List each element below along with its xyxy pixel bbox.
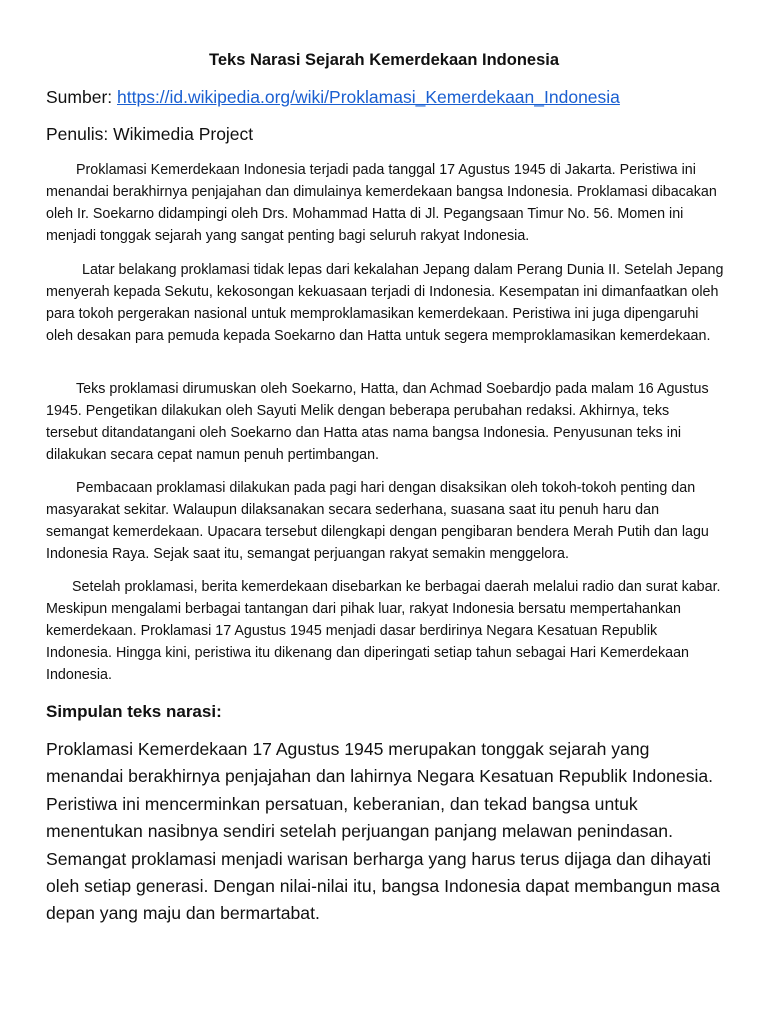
author-line: Penulis: Wikimedia Project xyxy=(46,124,254,144)
source-link[interactable]: https://id.wikipedia.org/wiki/Proklamasi_Kemerdekaan_Indonesia xyxy=(117,87,620,107)
paragraph-4: Pembacaan proklamasi dilakukan pada pagi hari dengan disaksikan oleh tokoh-tokoh penting dan masyarakat sekitar. Walaupun dilaksanakan secara sederhana, suasana saat itu penuh haru dan semangat kemerdekaan. Upacara tersebut dilengkapi dengan pengibaran bendera Merah Putih dan lagu Indonesia Raya. Sejak saat itu, semangat perjuangan rakyat semakin menggelora. xyxy=(46,480,709,562)
paragraph-3: Teks proklamasi dirumuskan oleh Soekarno, Hatta, dan Achmad Soebardjo pada malam 16 Agustus 1945. Pengetikan dilakukan oleh Sayuti Melik dengan beberapa perubahan redaksi. Akhirnya, teks tersebut ditandatangani oleh Soekarno dan Hatta atas nama bangsa Indonesia. Penyusunan teks ini dilakukan secara cepat namun penuh pertimbangan. xyxy=(46,381,709,463)
source-label: Sumber: xyxy=(46,87,117,107)
paragraph-1: Proklamasi Kemerdekaan Indonesia terjadi pada tanggal 17 Agustus 1945 di Jakarta. Peristiwa ini menandai berakhirnya penjajahan dan dimulainya kemerdekaan bangsa Indonesia. Proklamasi dibacakan oleh Ir. Soekarno didampingi oleh Drs. Mohammad Hatta di Jl. Pegangsaan Timur No. 56. Momen ini menjadi tonggak sejarah yang sangat penting bagi seluruh rakyat Indonesia. xyxy=(46,162,717,244)
document-title: Teks Narasi Sejarah Kemerdekaan Indonesia xyxy=(208,51,560,69)
summary-paragraph: Proklamasi Kemerdekaan 17 Agustus 1945 merupakan tonggak sejarah yang menandai berakhirnya penjajahan dan lahirnya Negara Kesatuan Republik Indonesia. Peristiwa ini mencerminkan persatuan, keberanian, dan tekad bangsa untuk menentukan nasibnya sendiri setelah perjuangan panjang melawan penindasan. Semangat proklamasi menjadi warisan berharga yang harus terus dijaga dan dihayati oleh setiap generasi. Dengan nilai-nilai itu, bangsa Indonesia dapat membangun masa depan yang maju dan bermartabat. xyxy=(46,739,720,924)
paragraph-5: Setelah proklamasi, berita kemerdekaan disebarkan ke berbagai daerah melalui radio dan surat kabar. Meskipun mengalami berbagai tantangan dari pihak luar, rakyat Indonesia bersatu mempertahankan kemerdekaan. Proklamasi 17 Agustus 1945 menjadi dasar berdirinya Negara Kesatuan Republik Indonesia. Hingga kini, peristiwa itu dikenang dan diperingati setiap tahun sebagai Hari Kemerdekaan Indonesia. xyxy=(46,579,721,683)
source-line xyxy=(46,85,736,109)
summary-heading: Simpulan teks narasi: xyxy=(46,702,222,721)
paragraph-2: Latar belakang proklamasi tidak lepas dari kekalahan Jepang dalam Perang Dunia II. Setelah Jepang menyerah kepada Sekutu, kekosongan kekuasaan terjadi di Indonesia. Kesempatan ini dimanfaatkan oleh para tokoh pergerakan nasional untuk memproklamasikan kemerdekaan. Peristiwa ini juga dipengaruhi oleh desakan para pemuda kepada Soekarno dan Hatta untuk segera memproklamasikan kemerdekaan. xyxy=(46,262,724,344)
